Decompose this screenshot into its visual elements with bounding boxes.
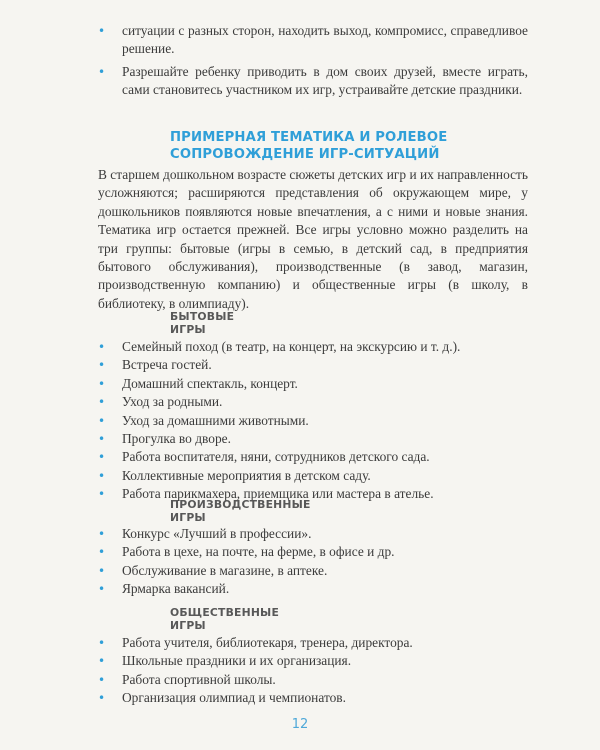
list-item (98, 652, 528, 670)
subheading-line-2: ИГРЫ (170, 619, 206, 633)
list-item (98, 393, 528, 411)
list-item-text: Работа воспитателя, няни, сотрудников детского сада. (122, 449, 430, 465)
list-item (98, 448, 528, 466)
list-item (98, 485, 528, 503)
section-title-line-2: СОПРОВОЖДЕНИЕ ИГР-СИТУАЦИЙ (170, 146, 440, 162)
list-item (98, 63, 528, 100)
list-item-text: Уход за родными. (122, 394, 223, 410)
bullet-icon: • (98, 545, 106, 560)
household-games-list (98, 338, 528, 504)
bullet-icon: • (98, 691, 106, 706)
bullet-icon: • (98, 563, 106, 578)
list-item (98, 689, 528, 707)
bullet-icon: • (98, 654, 106, 669)
bullet-icon: • (98, 340, 106, 354)
list-item (98, 22, 528, 59)
list-item-text: ситуации с разных сторон, находить выход, компромисс, справедливое решение. (122, 23, 528, 57)
section-paragraph: В старшем дошкольном возрасте сюжеты детских игр и их направленность усложняются; расширяются представления об окружающем мире, у дошкольников появляются новые впечатления, а с ними и новые знания. Тематика игр остается прежней. Все игры условно можно разделить на три группы: бытовые (игры в семью, в детский сад, в предприятия бытового обслуживания), производственные (в завод, магазин, производственную компанию) и общественные игры (в школу, в библиотеку, в олимпиаду). (98, 167, 528, 311)
list-item (98, 356, 528, 374)
list-item (98, 543, 528, 561)
subheading-line-2: ИГРЫ (170, 511, 206, 525)
subheading-line-2: ИГРЫ (170, 323, 206, 337)
subheading-household-games (170, 310, 234, 336)
list-item (98, 562, 528, 580)
list-item-text: Работа учителя, библиотекаря, тренера, директора. (122, 635, 413, 650)
bullet-icon: • (98, 432, 106, 447)
list-item-text: Прогулка во дворе. (122, 431, 231, 447)
list-item-text: Организация олимпиад и чемпионатов. (122, 690, 346, 706)
bullet-icon: • (98, 672, 106, 687)
section-title-line-1: ПРИМЕРНАЯ ТЕМАТИКА И РОЛЕВОЕ (170, 130, 448, 145)
social-games-list (98, 634, 528, 708)
bullet-icon: • (98, 582, 106, 597)
intro-bullet-list (98, 22, 528, 100)
list-item-text: Ярмарка вакансий. (122, 581, 230, 597)
list-item (98, 525, 528, 543)
list-item-text: Разрешайте ребенку приводить в дом своих друзей, вместе играть, сами становитесь участником их игр, устраивайте детские праздники. (122, 63, 528, 98)
list-item-text: Работа парикмахера, приемщика или мастера в ателье. (122, 486, 434, 502)
bullet-icon: • (98, 450, 106, 465)
list-item-text: Работа в цехе, на почте, на ферме, в офисе и др. (122, 544, 395, 560)
bullet-icon: • (98, 358, 106, 373)
bullet-icon: • (98, 487, 106, 502)
bullet-icon: • (98, 636, 106, 650)
bullet-icon: • (98, 468, 106, 483)
list-item-text: Встреча гостей. (122, 357, 212, 373)
subheading-industrial-games (170, 498, 311, 524)
bullet-icon: • (98, 395, 106, 410)
bullet-icon: • (98, 413, 106, 428)
bullet-icon: • (98, 527, 106, 541)
list-item-text: Уход за домашними животными. (122, 412, 309, 428)
list-item (98, 467, 528, 485)
list-item (98, 338, 528, 356)
list-item-text: Обслуживание в магазине, в аптеке. (122, 562, 328, 578)
section-title (170, 130, 530, 163)
subheading-social-games (170, 606, 279, 632)
list-item (98, 412, 528, 430)
bullet-icon: • (98, 376, 106, 391)
list-item-text: Коллективные мероприятия в детском саду. (122, 467, 371, 483)
list-item-text: Работа спортивной школы. (122, 671, 276, 687)
subheading-line-1: ПРОИЗВОДСТВЕННЫЕ (170, 498, 311, 511)
list-item (98, 430, 528, 448)
subheading-line-1: БЫТОВЫЕ (170, 310, 235, 323)
subheading-line-1: ОБЩЕСТВЕННЫЕ (170, 606, 280, 619)
list-item-text: Домашний спектакль, концерт. (122, 375, 298, 391)
bullet-icon: • (98, 64, 106, 79)
page-number: 12 (291, 717, 309, 732)
list-item-text: Семейный поход (в театр, на концерт, на экскурсию и т. д.). (122, 339, 461, 354)
list-item (98, 671, 528, 689)
list-item-text: Конкурс «Лучший в профессии». (122, 526, 312, 541)
list-item (98, 580, 528, 598)
list-item (98, 375, 528, 393)
bullet-icon: • (98, 24, 106, 38)
list-item (98, 634, 528, 652)
industrial-games-list (98, 525, 528, 599)
list-item-text: Школьные праздники и их организация. (122, 653, 352, 669)
